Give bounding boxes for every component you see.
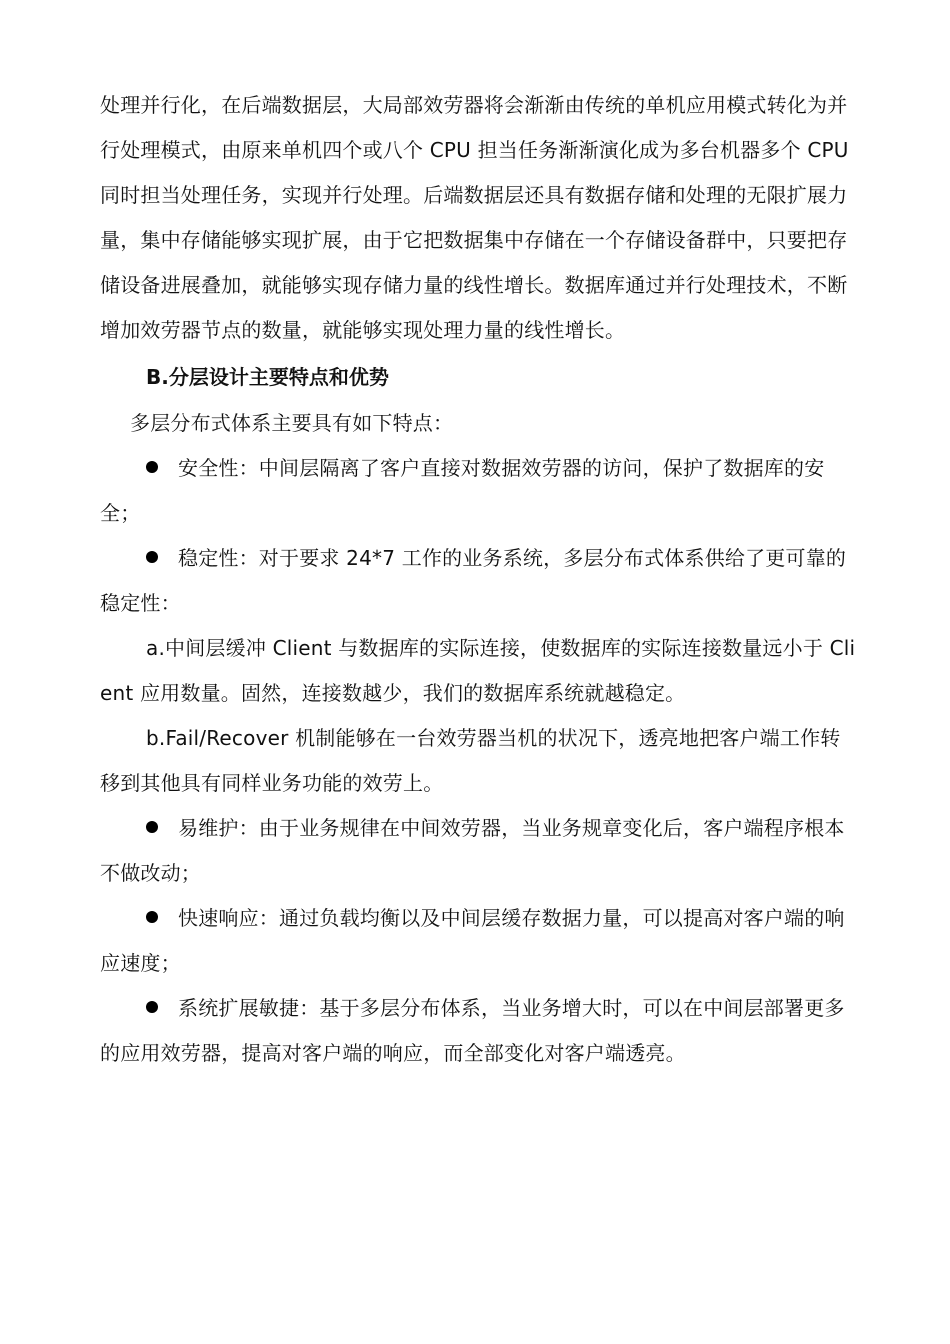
document-body <box>100 83 860 1076</box>
sub-item-b: b.Fail/Recover 机制能够在一台效劳器当机的状况下，透亮地把客户端工作转移到其他具有同样业务功能的效劳上。 <box>100 726 841 795</box>
lead-paragraph: 多层分布式体系主要具有如下特点： <box>130 411 454 435</box>
bullet-icon <box>146 911 158 923</box>
bullet-text: 快速响应：通过负载均衡以及中间层缓存数据力量，可以提高对客户端的响应速度； <box>100 906 845 975</box>
bullet-text: 稳定性：对于要求 24*7 工作的业务系统，多层分布式体系供给了更可靠的稳定性： <box>100 546 847 615</box>
bullet-item-response <box>100 896 860 986</box>
bullet-icon <box>146 551 158 563</box>
bullet-item-scalability <box>100 986 860 1076</box>
section-heading: B.分层设计主要特点和优势 <box>146 365 389 389</box>
bullet-text: 易维护：由于业务规律在中间效劳器，当业务规章变化后，客户端程序根本不做改动； <box>100 816 845 885</box>
bullet-text: 系统扩展敏捷：基于多层分布体系，当业务增大时，可以在中间层部署更多的应用效劳器，提高对客户端的响应，而全部变化对客户端透亮。 <box>100 996 845 1065</box>
intro-paragraph: 处理并行化，在后端数据层，大局部效劳器将会渐渐由传统的单机应用模式转化为并行处理模式，由原来单机四个或八个 CPU 担当任务渐渐演化成为多台机器多个 CPU 同时担当处理任务，实现并行处理。后端数据层还具有数据存储和处理的无限扩展力量，集中存储能够实现扩展，由于它把数据集中存储在一个存储设备群中，只要把存储设备进展叠加，就能够实现存储力量的线性增长。数据库通过并行处理技术，不断增加效劳器节点的数量，就能够实现处理力量的线性增长。 <box>100 93 849 342</box>
bullet-text: 安全性：中间层隔离了客户直接对数据效劳器的访问，保护了数据库的安全； <box>100 456 825 525</box>
bullet-icon <box>146 821 158 833</box>
bullet-icon <box>146 1001 158 1013</box>
bullet-item-stability <box>100 536 860 626</box>
sub-item-a: a.中间层缓冲 Client 与数据库的实际连接，使数据库的实际连接数量远小于 Client 应用数量。固然，连接数越少，我们的数据库系统就越稳定。 <box>100 636 856 705</box>
bullet-item-security <box>100 446 860 536</box>
bullet-icon <box>146 461 158 473</box>
bullet-item-maintenance <box>100 806 860 896</box>
